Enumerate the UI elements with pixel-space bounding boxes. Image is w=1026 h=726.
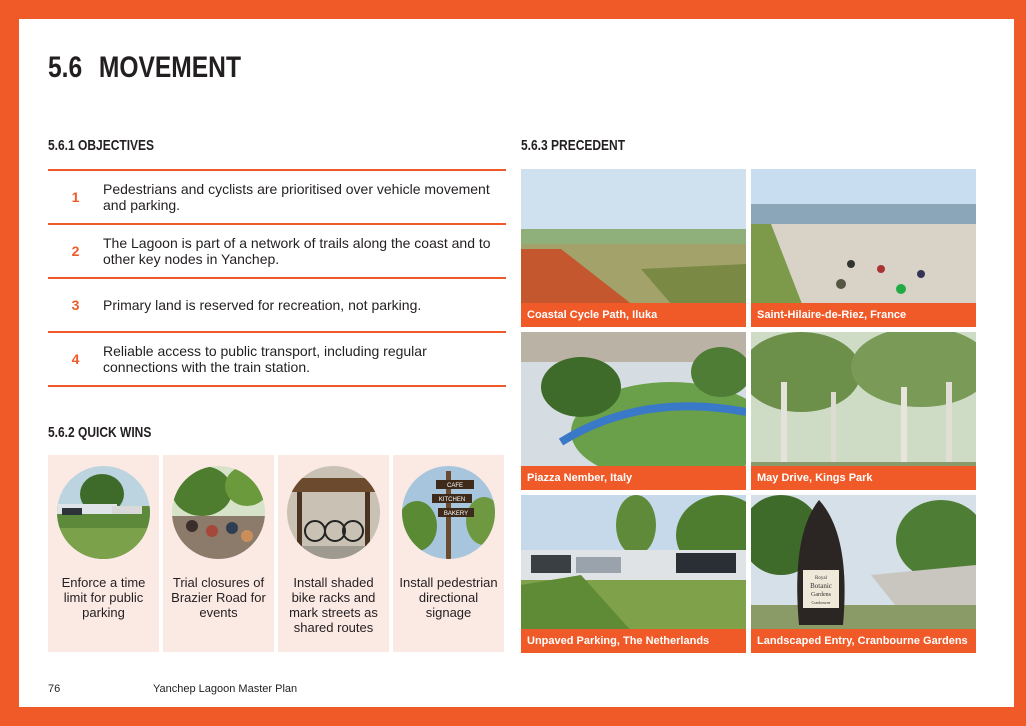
page [19, 19, 1014, 707]
street-event-photo [172, 466, 265, 559]
sign-word: KITCHEN [438, 497, 466, 503]
quick-win-text: Install pedestrian directional signage [399, 575, 498, 620]
objective-row [48, 223, 506, 277]
precedent-caption: Saint-Hilaire-de-Riez, France [751, 303, 976, 327]
bike-rack-photo [287, 466, 380, 559]
sign-word: BAKERY [443, 511, 469, 517]
quick-wins-list [48, 455, 504, 652]
objective-row [48, 277, 506, 331]
precedent-photo-promenade [751, 169, 976, 327]
quick-win-text: Install shaded bike racks and mark streets as shared routes [289, 575, 378, 635]
objective-row [48, 169, 506, 223]
precedent-heading: 5.6.3 PRECEDENT [521, 137, 626, 154]
precedent-photo-may-drive [751, 332, 976, 490]
objective-text: Primary land is reserved for recreation, not parking. [103, 297, 422, 313]
sign-text: Botanic [810, 582, 832, 590]
precedent-caption: May Drive, Kings Park [751, 466, 976, 490]
objective-text: Pedestrians and cyclists are prioritised over vehicle movement and parking. [103, 181, 490, 213]
quick-win-card [163, 455, 274, 652]
quick-win-text: Enforce a time limit for public parking [61, 575, 146, 620]
precedent-photo-piazza [521, 332, 746, 490]
section-number: 5.6 [48, 51, 83, 84]
objective-number: 2 [71, 243, 80, 259]
sign-word: CAFE [446, 483, 464, 489]
objectives-list [48, 169, 506, 387]
parking-photo [57, 466, 150, 559]
objective-row [48, 331, 506, 387]
sign-text: Gardens [811, 592, 831, 598]
quick-win-text: Trial closures of Brazier Road for events [171, 575, 266, 620]
objective-number: 1 [71, 189, 80, 205]
sign-text: Royal [815, 576, 827, 581]
quick-win-card [48, 455, 159, 652]
precedent-photo-cranbourne [751, 495, 976, 653]
quick-win-card [393, 455, 504, 652]
page-number: 76 [48, 683, 61, 695]
quick-wins-heading: 5.6.2 QUICK WINS [48, 424, 152, 441]
page-title [48, 51, 241, 85]
objectives-heading: 5.6.1 OBJECTIVES [48, 137, 155, 154]
objective-text: Reliable access to public transport, including regular connections with the train station. [103, 343, 427, 375]
sign-text: Cranbourne [811, 600, 831, 605]
objective-number: 4 [71, 351, 80, 367]
precedent-caption: Coastal Cycle Path, Iluka [521, 303, 746, 327]
precedent-caption: Landscaped Entry, Cranbourne Gardens [751, 629, 976, 653]
precedent-photo-cycle-path [521, 169, 746, 327]
signpost-photo [402, 466, 495, 559]
objective-text: The Lagoon is part of a network of trails along the coast and to other key nodes in Yanchep. [103, 235, 491, 267]
quick-win-card [278, 455, 389, 652]
section-title: MOVEMENT [98, 51, 241, 84]
precedent-caption: Piazza Nember, Italy [521, 466, 746, 490]
document-title: Yanchep Lagoon Master Plan [153, 683, 298, 695]
precedent-photo-unpaved-parking [521, 495, 746, 653]
objective-number: 3 [71, 297, 80, 313]
precedent-caption: Unpaved Parking, The Netherlands [521, 629, 746, 653]
